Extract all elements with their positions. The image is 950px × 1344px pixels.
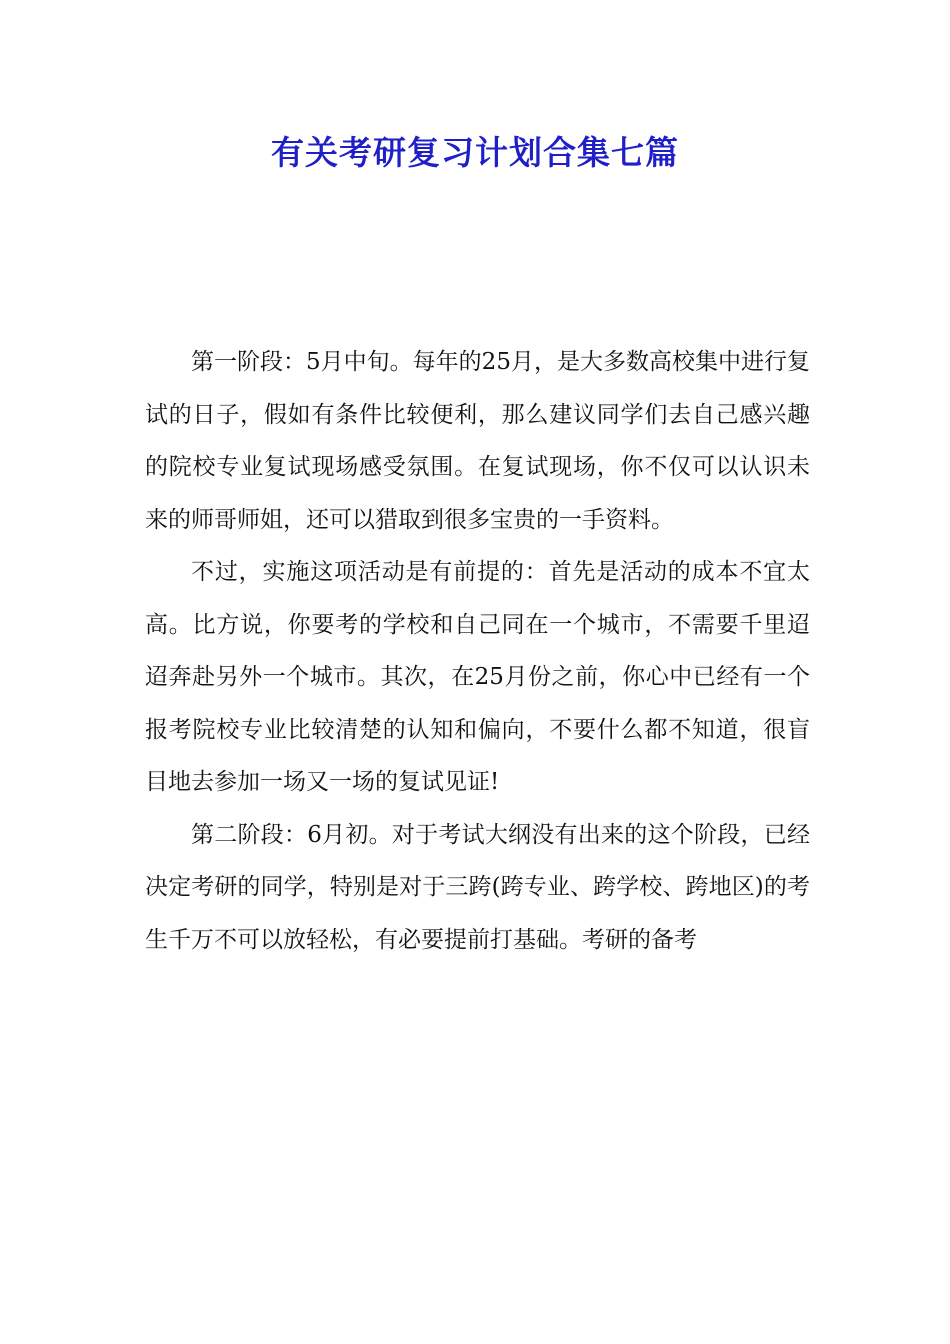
paragraph-stage-two: 第二阶段：6月初。对于考试大纲没有出来的这个阶段，已经决定考研的同学，特别是对于三跨(跨专业、跨学校、跨地区)的考生千万不可以放轻松，有必要提前打基础。考研的备考	[145, 821, 810, 953]
document-body	[145, 336, 810, 966]
paragraph-stage-one: 第一阶段：5月中旬。每年的25月，是大多数高校集中进行复试的日子，假如有条件比较便利，那么建议同学们去自己感兴趣的院校专业复试现场感受氛围。在复试现场，你不仅可以认识未来的师哥师姐，还可以猎取到很多宝贵的一手资料。	[145, 349, 810, 533]
paragraph-prerequisites: 不过，实施这项活动是有前提的：首先是活动的成本不宜太高。比方说，你要考的学校和自己同在一个城市，不需要千里迢迢奔赴另外一个城市。其次，在25月份之前，你心中已经有一个报考院校专业比较清楚的认知和偏向，不要什么都不知道，很盲目地去参加一场又一场的复试见证!	[145, 559, 810, 795]
document-title: 有关考研复习计划合集七篇	[271, 133, 679, 172]
